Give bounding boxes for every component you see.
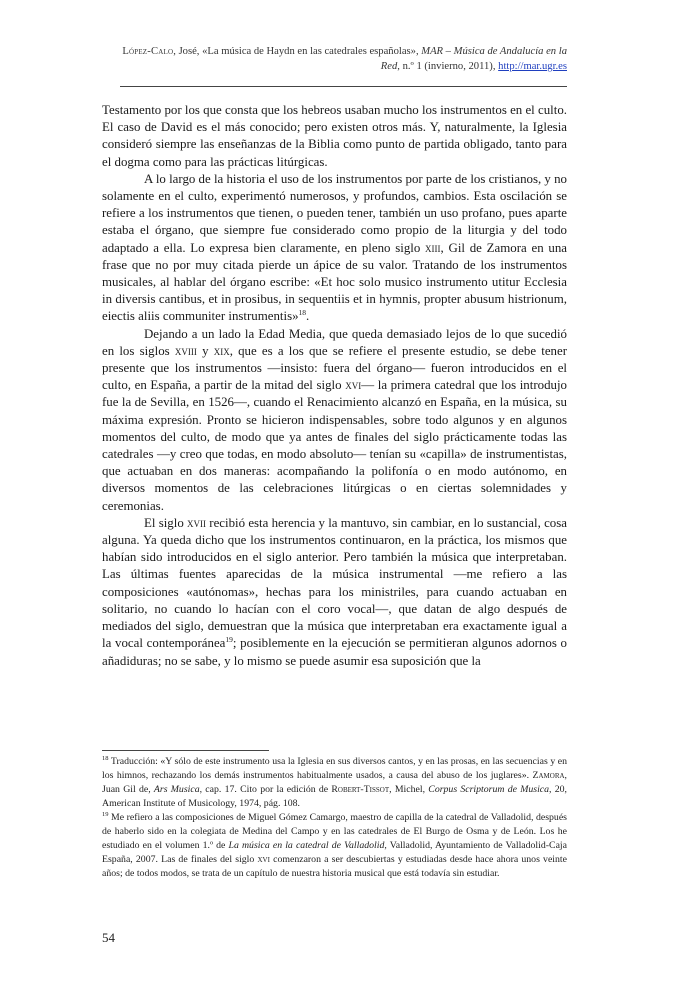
paragraph-2-text-c: .: [306, 309, 310, 324]
footnote-18-text-e: , 20, American Institute of Musicology, 1974, pág. 108.: [102, 784, 567, 809]
paragraph-3-conj: y: [196, 343, 214, 358]
paragraph-4-text-a: El siglo: [144, 515, 188, 530]
footnote-divider: [102, 750, 269, 751]
header-divider: [120, 86, 567, 87]
footnote-18-title-corpus: Corpus Scriptorum de Musica: [428, 784, 550, 795]
footnote-19-century: xvi: [257, 854, 270, 865]
body-text: [102, 102, 567, 670]
footnote-18-text-d: , Michel,: [389, 784, 429, 795]
century-xvii: xvii: [187, 515, 207, 530]
footnote-18-number: 18: [102, 755, 109, 762]
header-journal-title: MAR – Música de Andalucía en la Red: [380, 46, 567, 72]
footnote-19-number: 19: [102, 811, 109, 818]
century-xvi: xvi: [345, 378, 362, 393]
header-author-article: , José, «La música de Haydn en las catedrales españolas»,: [173, 46, 422, 57]
footnote-19: [102, 811, 567, 881]
running-header: [120, 44, 567, 74]
century-xviii: xviii: [174, 343, 197, 358]
paragraph-1: [102, 102, 567, 171]
header-url-link[interactable]: http://mar.ugr.es: [498, 61, 567, 72]
footnote-19-text-c: comenzaron a ser descubiertas y estudiadas desde hace ahora unos veinte años; de todos modos, se trata de un capítulo de nuestra historia musical que está todavía sin estudiar.: [102, 854, 567, 879]
footnote-19-text: Me refiero a las composiciones de Miguel Gómez Camargo, maestro de capilla de la catedral de Valladolid, después de haberlo sido en la colegiata de Medina del Campo y en las catedrales de El Burgo de Osma y de León. Los he estudiado en el volumen 1.º de: [102, 812, 567, 851]
paragraph-4-text-c: ; posiblemente en la ejecución se permitieran algunos adornos o añadiduras; no se sabe, y lo mismo se puede asumir esa suposición que la: [102, 636, 567, 668]
footnote-18-text-c: , cap. 17. Cito por la edición de: [199, 784, 332, 795]
footnote-18: [102, 755, 567, 811]
footnote-19-title: La música en la catedral de Valladolid: [228, 840, 385, 851]
paragraph-3-text-a: Dejando a un lado la Edad Media, que queda demasiado lejos de lo que sucedió en los siglos: [102, 326, 567, 358]
century-xix: xix: [213, 343, 230, 358]
paragraph-1-text: Testamento por los que consta que los hebreos usaban mucho los instrumentos en el culto. El caso de David es el más conocido; pero existen otros más. Y, naturalmente, la Iglesia consideró siempre las enseñanzas de la Biblia como punto de partida obligado, tanto para el dogma como para las prácticas litúrgicas.: [102, 103, 567, 169]
paragraph-3-text-b: , que es a los que se refiere el presente estudio, se debe tener presente que los instrumentos —insisto: fuera del órgano— fueron introducidos en el culto, en España, a partir de la mitad del siglo: [102, 343, 568, 393]
header-issue: , n.º 1 (invierno, 2011),: [397, 61, 499, 72]
paragraph-4: [102, 515, 567, 670]
footnote-18-editor: Robert-Tissot: [331, 784, 390, 795]
paragraph-4-text-b: recibió esta herencia y la mantuvo, sin cambiar, en lo sustancial, cosa alguna. Ya queda dicho que los instrumentos continuaron, en la práctica, los mismos que habían sido introducidos en el siglo anterior. Pero también la música que interpretaban. Las últimas fuentes aparecidas de la música instrumental —me refiero a las composiciones «autónomas», hechas para los ministriles, para cuando actuaban en solitario, no cuando lo hacían con el coro vocal—, que datan de algo después de mediados del siglo, demuestran que la música que interpretaban era exactamente igual a la vocal contemporánea: [102, 515, 567, 651]
footnote-ref-19[interactable]: 19: [225, 635, 233, 645]
paragraph-2-text-b: , Gil de Zamora en una frase que no por muy citada pierde un ápice de su valor. Tratando de los instrumentos musicales, al hablar del órgano escribe: «Et hoc solo musico instrumento utitur Ecclesia in diversis cantibus, et in prosibus, in sequentiis et in hymnis, propter abusum histrionum, eiectis aliis communiter instrumentis»: [102, 240, 567, 324]
footnote-18-title-ars-musica: Ars Musica: [153, 784, 200, 795]
footnote-ref-18[interactable]: 18: [298, 308, 307, 318]
paragraph-3: [102, 326, 567, 515]
century-xiii: xiii: [425, 240, 441, 255]
header-author-surname: López-Calo: [122, 46, 174, 57]
paragraph-2: [102, 171, 567, 326]
footnote-18-author-zamora: Zamora: [532, 770, 565, 781]
footnotes: [102, 755, 567, 881]
paragraph-3-text-c: — la primera catedral que los introdujo fue la de Sevilla, en 1526—, cuando el Renacimiento alcanzó en España, en la música, su máxima expresión. Pronto se hicieron indispensables, sobre todo algunos y en algunos momentos del culto, de modo que ya antes de finales del siglo prácticamente todas las catedrales —y creo que todas, en modo absoluto— tenían su «capilla» de instrumentistas, que actuaban en dos maneras: acompañando la polifonía o en modo autónomo, en diversos momentos de las celebraciones litúrgicas o en ciertas solemnidades y ceremonias.: [102, 378, 567, 513]
footnote-19-text-b: , Valladolid, Ayuntamiento de Valladolid-Caja España, 2007. Las de finales del siglo: [102, 840, 567, 865]
paragraph-2-text-a: A lo largo de la historia el uso de los instrumentos por parte de los cristianos, y no solamente en el culto, experimentó numerosos, y profundos, cambios. Esta oscilación se refiere a los instrumentos que tienen, o pueden tener, también un uso profano, pues aparte estaba el órgano, que siempre fue considerado como propio de la liturgia y del todo adaptado a ella. Lo expresa bien claramente, en pleno siglo: [102, 171, 567, 255]
footnote-18-text: Traducción: «Y sólo de este instrumento usa la Iglesia en sus diversos cantos, y en las prosas, en las secuencias y en los himnos, rechazando los demás instrumentos habitualmente usados, a causa del abuso de los juglares».: [102, 756, 567, 781]
footnote-18-text-b: , Juan Gil de,: [102, 770, 567, 795]
page-number: 54: [102, 930, 115, 945]
